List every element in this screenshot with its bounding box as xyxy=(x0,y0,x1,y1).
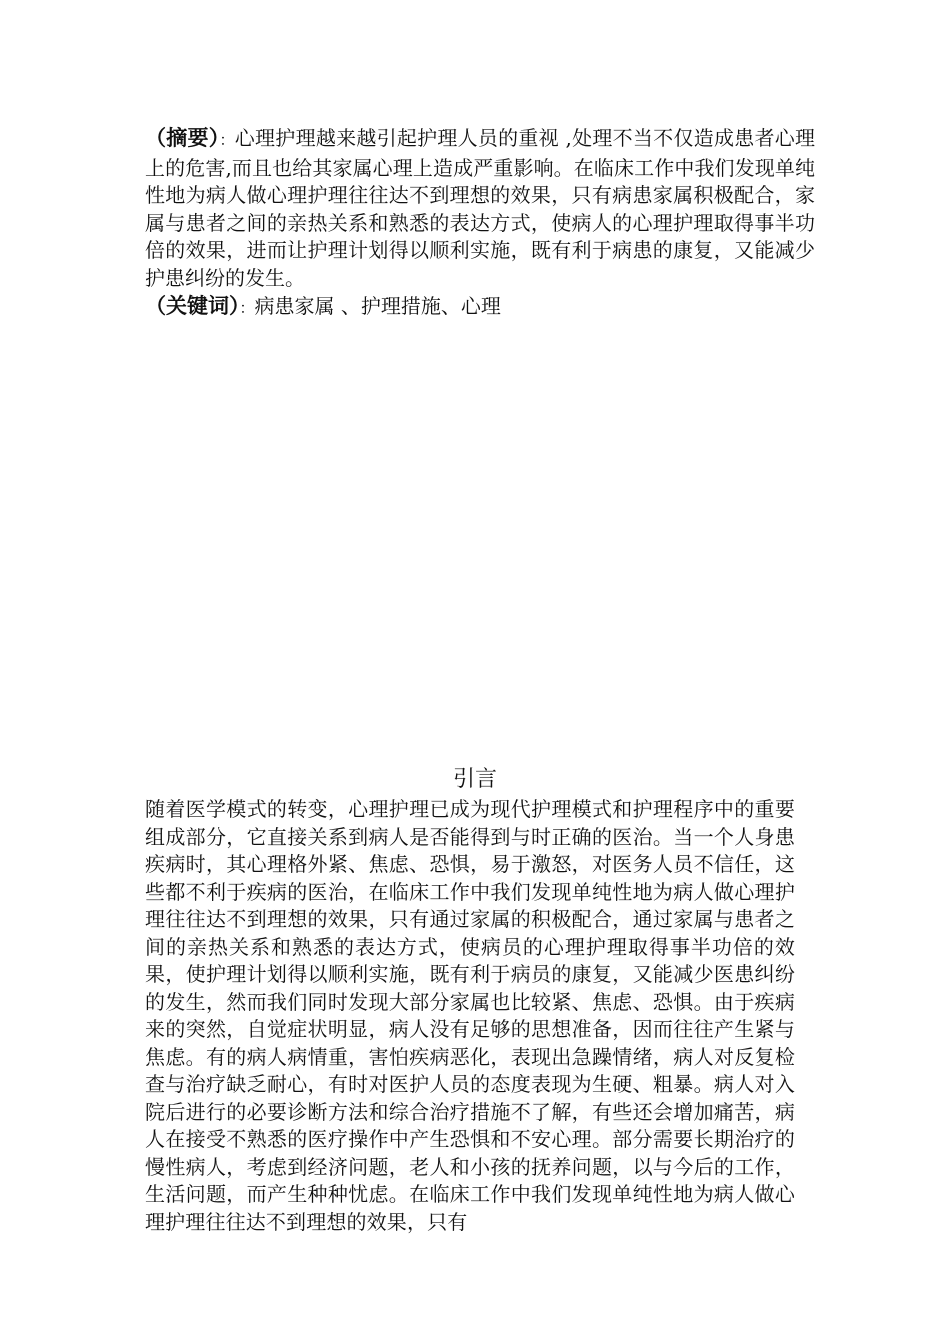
introduction-text: 随着医学模式的转变，心理护理已成为现代护理模式和护理程序中的重要组成部分，它直接关系到病人是否能得到与时正确的医治。当一个人身患疾病时，其心理格外紧、焦虑、恐惧，易于激怒，对医务人员不信任，这些都不利于疾病的医治，在临床工作中我们发现单纯性地为病人做心理护理往往达不到理想的效果，只有通过家属的积极配合，通过家属与患者之间的亲热关系和熟悉的表达方式，使病员的心理护理取得事半功倍的效果，使护理计划得以顺利实施，既有利于病员的康复，又能减少医患纠纷的发生，然而我们同时发现大部分家属也比较紧、焦虑、恐惧。由于疾病来的突然，自觉症状明显，病人没有足够的思想准备，因而往往产生紧与焦虑。有的病人病情重，害怕疾病恶化，表现出急躁情绪，病人对反复检查与治疗缺乏耐心，有时对医护人员的态度表现为生硬、粗暴。病人对入院后进行的必要诊断方法和综合治疗措施不了解，有些还会增加痛苦，病人在接受不熟悉的医疗操作中产生恐惧和不安心理。部分需要长期治疗的慢性病人，考虑到经济问题，老人和小孩的抚养问题，以与今后的工作，生活问题，而产生种种忧虑。在临床工作中我们发现单纯性地为病人做心理护理往往达不到理想的效果，只有 xyxy=(145,797,795,1234)
abstract-separator: ： xyxy=(219,131,235,149)
introduction-title: 引言 xyxy=(452,767,497,792)
abstract-label: （摘要） xyxy=(145,125,220,150)
keywords-paragraph xyxy=(145,292,815,323)
abstract-section xyxy=(145,124,815,323)
keywords-separator: ： xyxy=(239,299,255,317)
keywords-label: （关键词） xyxy=(145,293,240,318)
abstract-text: 心理护理越来越引起护理人员的重视 ,处理不当不仅造成患者心理上的危害,而且也给其家属心理上造成严重影响。在临床工作中我们发现单纯性地为病人做心理护理往往达不到理想的效果，只有病患家属积极配合，家属与患者之间的亲热关系和熟悉的表达方式，使病人的心理护理取得事半功倍的效果，进而让护理计划得以顺利实施，既有利于病患的康复，又能减少护患纠纷的发生。 xyxy=(145,126,815,290)
keywords-text: 病患家属 、护理措施、心理 xyxy=(254,294,501,318)
abstract-paragraph xyxy=(145,124,815,292)
